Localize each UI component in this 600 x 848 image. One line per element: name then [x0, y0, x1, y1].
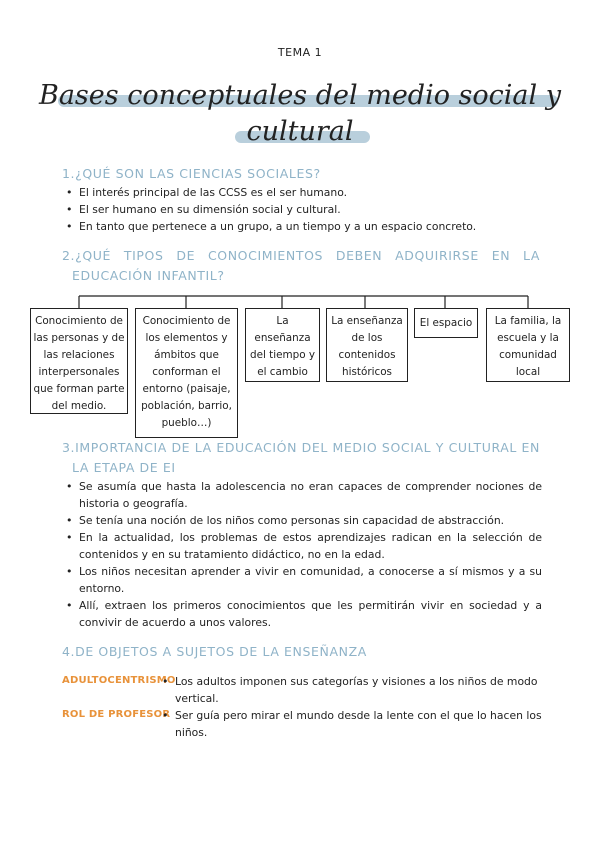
concept-box-espacio: El espacio	[414, 308, 478, 338]
list-item: • Allí, extraen los primeros conocimientos que les permitirán vivir en sociedad y a convivir de acuerdo a unos valores.	[64, 597, 542, 631]
concept-box-tiempo: La enseñanza del tiempo y el cambio	[245, 308, 320, 382]
list-item: • En la actualidad, los problemas de estos aprendizajes radican en la selección de contenidos y en su tratamiento didáctico, no en la edad.	[64, 529, 542, 563]
concept-box-personas: Conocimiento de las personas y de las relaciones interpersonales que forman parte del medio.	[30, 308, 128, 414]
list-item: • En tanto que pertenece a un grupo, a un tiempo y a un espacio concreto.	[64, 218, 544, 235]
concept-box-familia: La familia, la escuela y la comunidad local	[486, 308, 570, 382]
list-item: • Ser guía pero mirar el mundo desde la lente con el que lo hacen los niños.	[160, 707, 552, 741]
term-label-rol-profesor: ROL DE PROFESOR	[62, 709, 171, 720]
section-2-heading-line-1: 2.¿QUÉ TIPOS DE CONOCIMIENTOS DEBEN ADQUIRIRSE EN LA	[62, 248, 540, 263]
list-item: • Se asumía que hasta la adolescencia no eran capaces de comprender nociones de historia o geografía.	[64, 478, 542, 512]
term-definition-adultocentrismo	[160, 673, 550, 707]
section-3-heading	[62, 438, 540, 478]
section-2-heading	[62, 246, 540, 286]
section-4-heading: 4.DE OBJETOS A SUJETOS DE LA ENSEÑANZA	[62, 644, 367, 659]
section-3-heading-line-1: 3.IMPORTANCIA DE LA EDUCACIÓN DEL MEDIO SOCIAL Y CULTURAL EN	[62, 440, 541, 455]
section-3-heading-line-2: LA ETAPA DE EI	[72, 460, 176, 475]
list-item: • El ser humano en su dimensión social y cultural.	[64, 201, 544, 218]
list-item: • Se tenía una noción de los niños como personas sin capacidad de abstracción.	[64, 512, 542, 529]
section-3-bullets	[64, 478, 542, 631]
page-title-line-1: Bases conceptuales del medio social y	[38, 80, 561, 111]
section-1-heading: 1.¿QUÉ SON LAS CIENCIAS SOCIALES?	[62, 166, 321, 181]
page-title-line-2: cultural	[246, 116, 354, 147]
list-item: • Los adultos imponen sus categorías y visiones a los niños de modo vertical.	[160, 673, 550, 707]
section-2-heading-line-2: EDUCACIÓN INFANTIL?	[72, 268, 225, 283]
topic-label: TEMA 1	[277, 46, 323, 59]
concept-box-historicos: La enseñanza de los contenidos históricos	[326, 308, 408, 382]
concept-box-entorno: Conocimiento de los elementos y ámbitos que conforman el entorno (paisaje, población, barrio, pueblo…)	[135, 308, 238, 438]
term-definition-rol-profesor	[160, 707, 552, 741]
term-label-adultocentrismo: ADULTOCENTRISMO	[62, 675, 176, 686]
list-item: • El interés principal de las CCSS es el ser humano.	[64, 184, 544, 201]
list-item: • Los niños necesitan aprender a vivir en comunidad, a conocerse a sí mismos y a su entorno.	[64, 563, 542, 597]
section-1-bullets	[64, 184, 544, 235]
